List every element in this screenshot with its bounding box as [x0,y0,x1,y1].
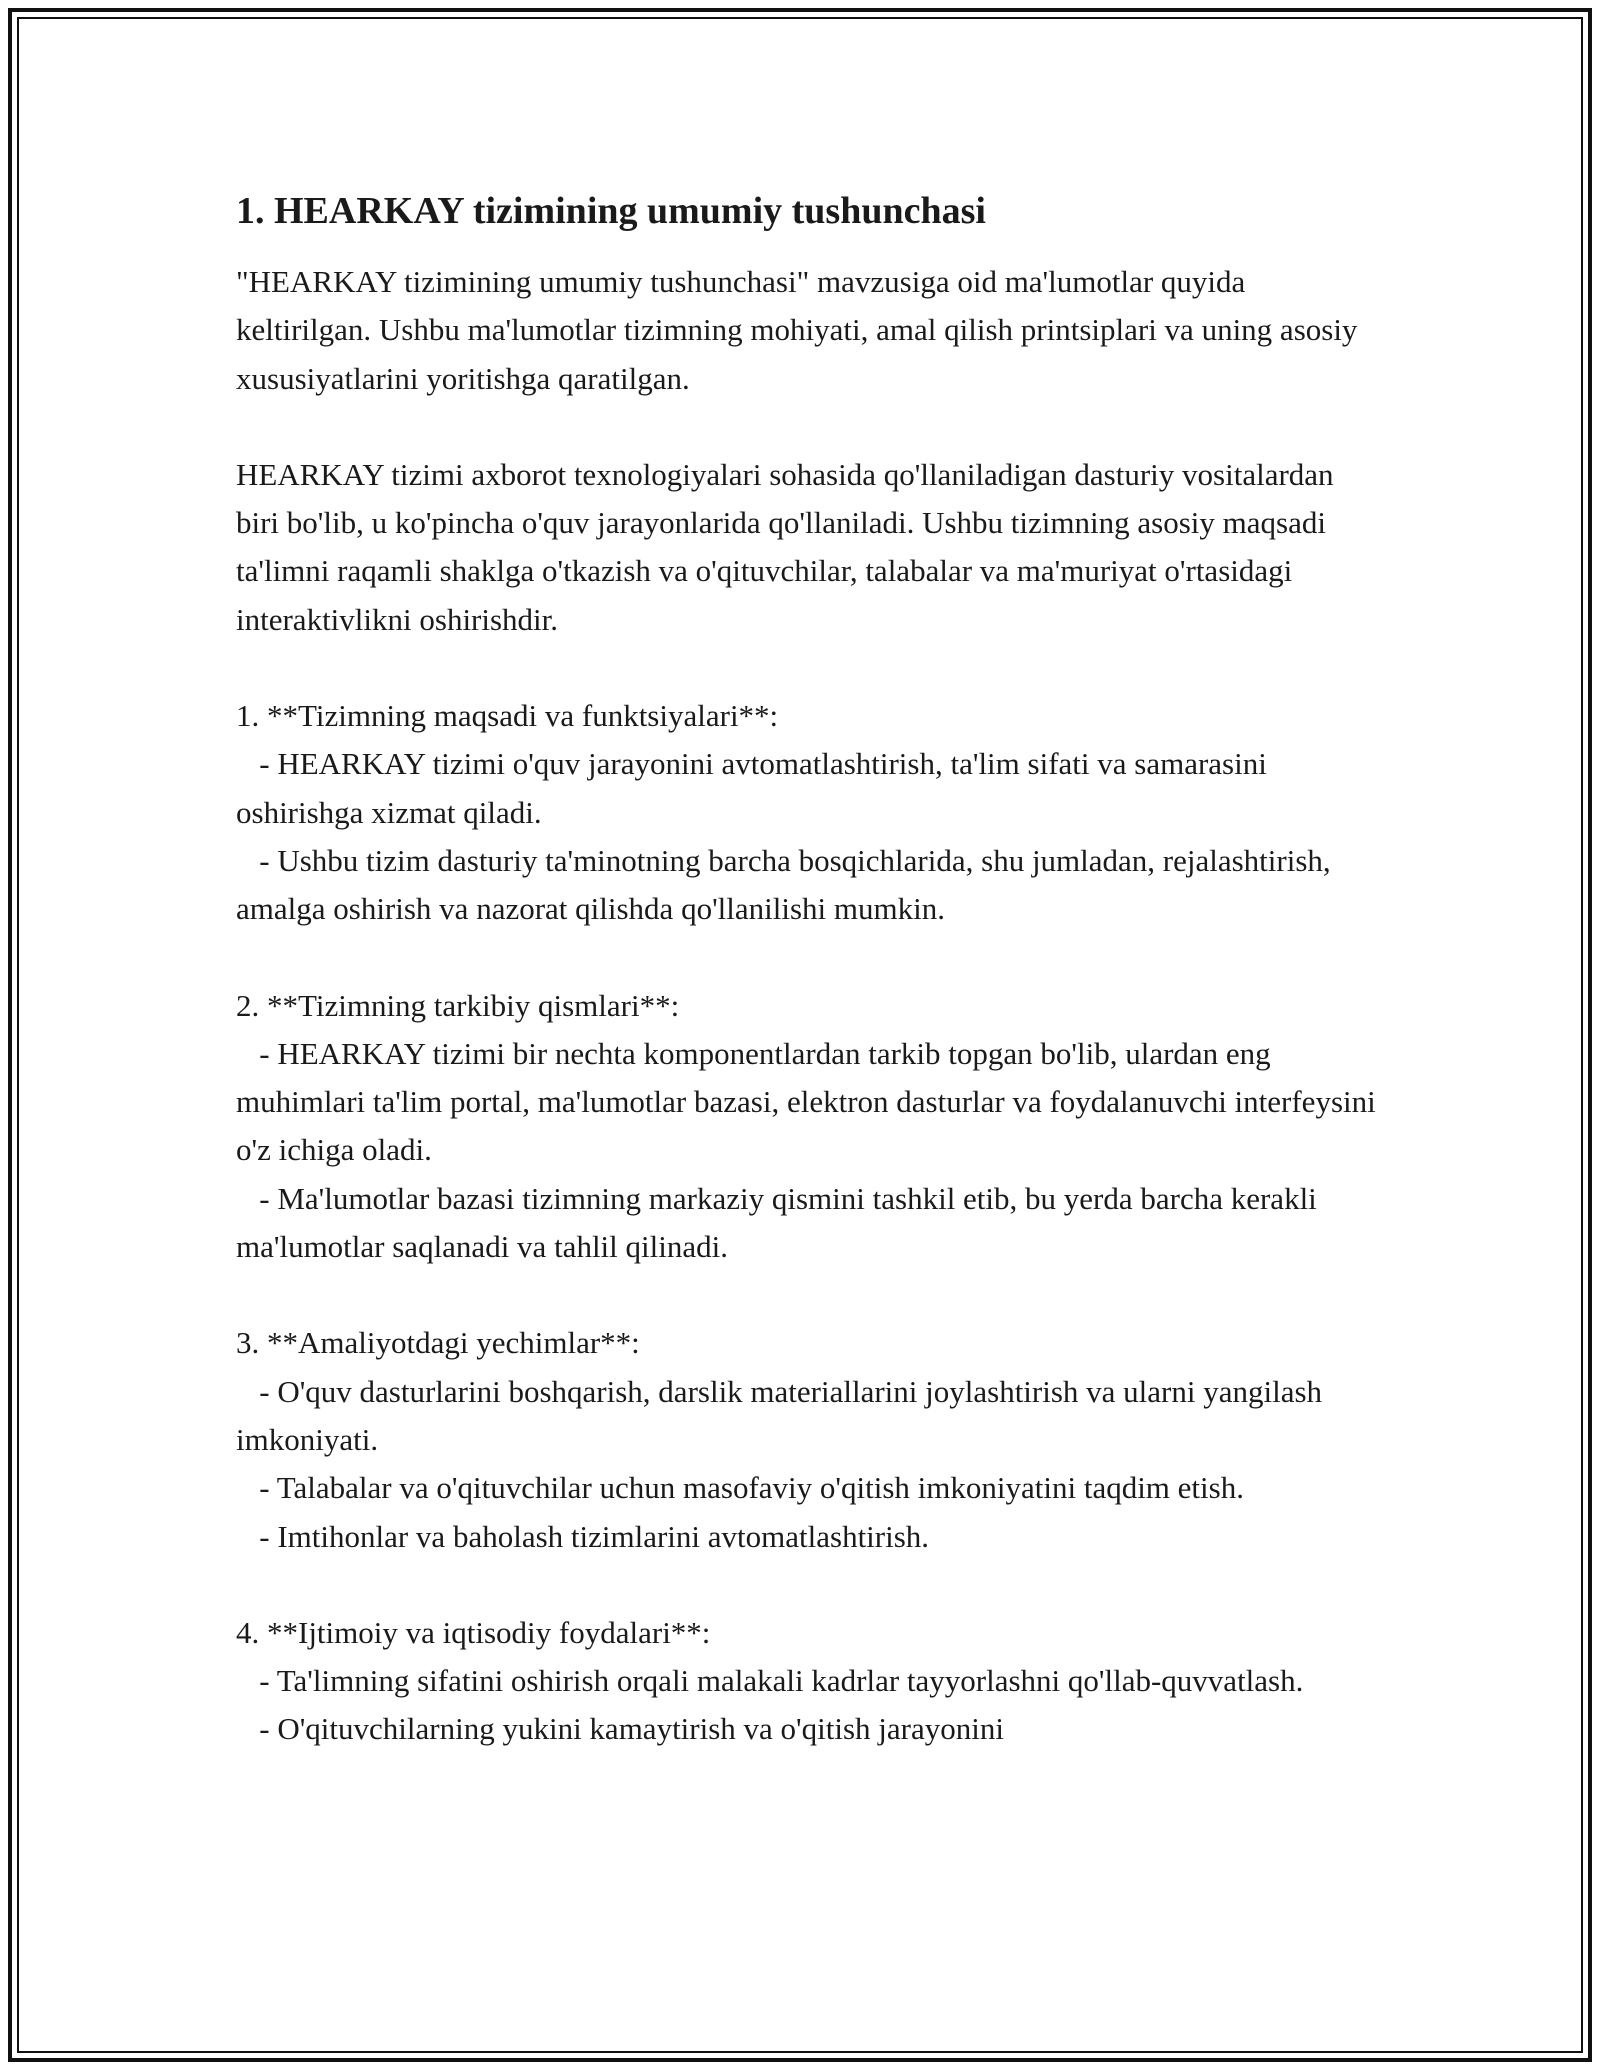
section-components [236,982,1376,1272]
list-item: - O'quv dasturlarini boshqarish, darslik materiallarini joylashtirish va ularni yangilash imkoniyati. [236,1373,1323,1457]
section-heading: 2. **Tizimning tarkibiy qismlari**: [236,987,680,1023]
list-item: - Talabalar va o'qituvchilar uchun masofaviy o'qitish imkoniyatini taqdim etish. [236,1470,1244,1506]
section-solutions [236,1319,1376,1560]
section-heading: 1. **Tizimning maqsadi va funktsiyalari**: [236,698,779,734]
section-goals [236,692,1376,933]
description-paragraph: HEARKAY tizimi axborot texnologiyalari sohasida qo'llaniladigan dasturiy vositalardan biri bo'lib, u ko'pincha o'quv jarayonlarida qo'llaniladi. Ushbu tizimning asosiy maqsadi ta'limni raqamli shaklga o'tkazish va o'qituvchilar, talabalar va ma'muriyat o'rtasidagi interaktivlikni oshirishdir. [236,456,1334,637]
intro-paragraph: "HEARKAY tizimining umumiy tushunchasi" mavzusiga oid ma'lumotlar quyida keltirilgan. Ushbu ma'lumotlar tizimning mohiyati, amal qilish printsiplari va uning asosiy xususiyatlarini yoritishga qaratilgan. [236,264,1358,396]
section-heading: 4. **Ijtimoiy va iqtisodiy foydalari**: [236,1614,711,1650]
section-benefits [236,1609,1376,1754]
list-item: - Ta'limning sifatini oshirish orqali malakali kadrlar tayyorlashni qo'llab-quvvatlash. [236,1663,1304,1699]
list-item: - HEARKAY tizimi o'quv jarayonini avtomatlashtirish, ta'lim sifati va samarasini oshirishga xizmat qiladi. [236,746,1267,830]
list-item: - Imtihonlar va baholash tizimlarini avtomatlashtirish. [236,1518,930,1554]
section-heading: 3. **Amaliyotdagi yechimlar**: [236,1325,640,1361]
list-item: - Ushbu tizim dasturiy ta'minotning barcha bosqichlarida, shu jumladan, rejalashtirish, amalga oshirish va nazorat qilishda qo'llanilishi mumkin. [236,842,1331,927]
list-item: - HEARKAY tizimi bir nechta komponentlardan tarkib topgan bo'lib, ulardan eng muhimlari ta'lim portal, ma'lumotlar bazasi, elektron dasturlar va foydalanuvchi interfeysini o'z ichiga oladi. [236,1035,1376,1168]
document-title: 1. HEARKAY tizimining umumiy tushunchasi [236,190,986,232]
document-body [236,187,1376,1802]
list-item: - Ma'lumotlar bazasi tizimning markaziy qismini tashkil etib, bu yerda barcha kerakli ma'lumotlar saqlanadi va tahlil qilinadi. [236,1180,1317,1265]
list-item: - O'qituvchilarning yukini kamaytirish va o'qitish jarayonini [236,1711,1004,1747]
